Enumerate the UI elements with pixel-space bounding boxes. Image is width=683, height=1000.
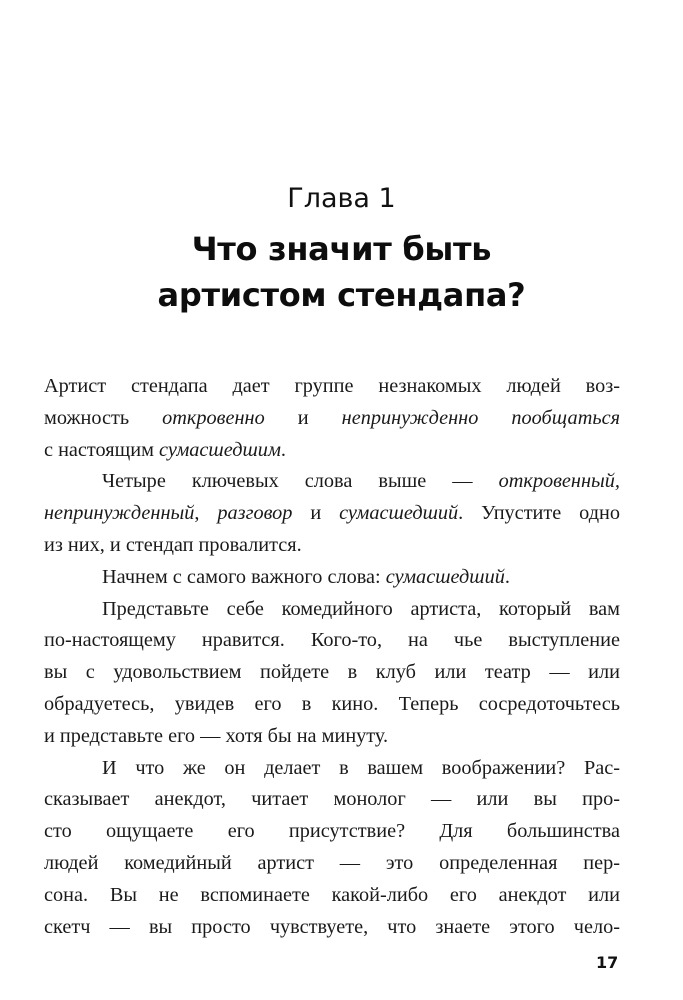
text-line: Четыре ключевых слова выше — откровенный,	[102, 470, 620, 493]
body-text	[44, 371, 620, 943]
text-line: с настоящим сумасшедшим.	[44, 438, 286, 461]
chapter-title-line-2: артистом стендапа?	[157, 276, 526, 314]
text-line: сона. Вы не вспоминаете какой-либо его анекдот или	[44, 883, 620, 906]
text-line: сто ощущаете его присутствие? Для большинства	[44, 820, 620, 843]
chapter-title	[0, 226, 683, 318]
text-line: Артист стендапа дает группе незнакомых людей воз-	[44, 375, 620, 397]
text-line: Начнем с самого важного слова: сумасшедший.	[102, 565, 510, 588]
text-line: непринужденный, разговор и сумасшедший. Упустите одно	[44, 502, 621, 525]
text-line: сказывает анекдот, читает монолог — или вы про-	[44, 788, 620, 811]
text-line: Представьте себе комедийного артиста, который вам	[102, 597, 620, 620]
text-line: можность откровенно и непринужденно пообщаться	[44, 406, 620, 429]
text-line: И что же он делает в вашем воображении? Рас-	[102, 756, 620, 779]
text-line: обрадуетесь, увидев его в кино. Теперь сосредоточьтесь	[44, 692, 620, 715]
page-number: 17	[596, 953, 619, 972]
paragraph-3	[44, 562, 620, 594]
chapter-label: Глава 1	[287, 183, 396, 214]
paragraph-2	[44, 466, 620, 561]
paragraph-1	[44, 371, 620, 466]
paragraph-5	[44, 753, 620, 944]
text-line: скетч — вы просто чувствуете, что знаете этого чело-	[44, 915, 620, 938]
paragraph-4	[44, 594, 620, 753]
text-line: из них, и стендап провалится.	[44, 533, 302, 556]
text-line: людей комедийный артист — это определенная пер-	[44, 851, 620, 874]
text-line: по-настоящему нравится. Кого-то, на чье выступление	[44, 629, 620, 652]
text-line: и представьте его — хотя бы на минуту.	[44, 724, 389, 747]
chapter-title-line-1: Что значит быть	[191, 230, 492, 268]
text-line: вы с удовольствием пойдете в клуб или театр — или	[44, 661, 620, 684]
